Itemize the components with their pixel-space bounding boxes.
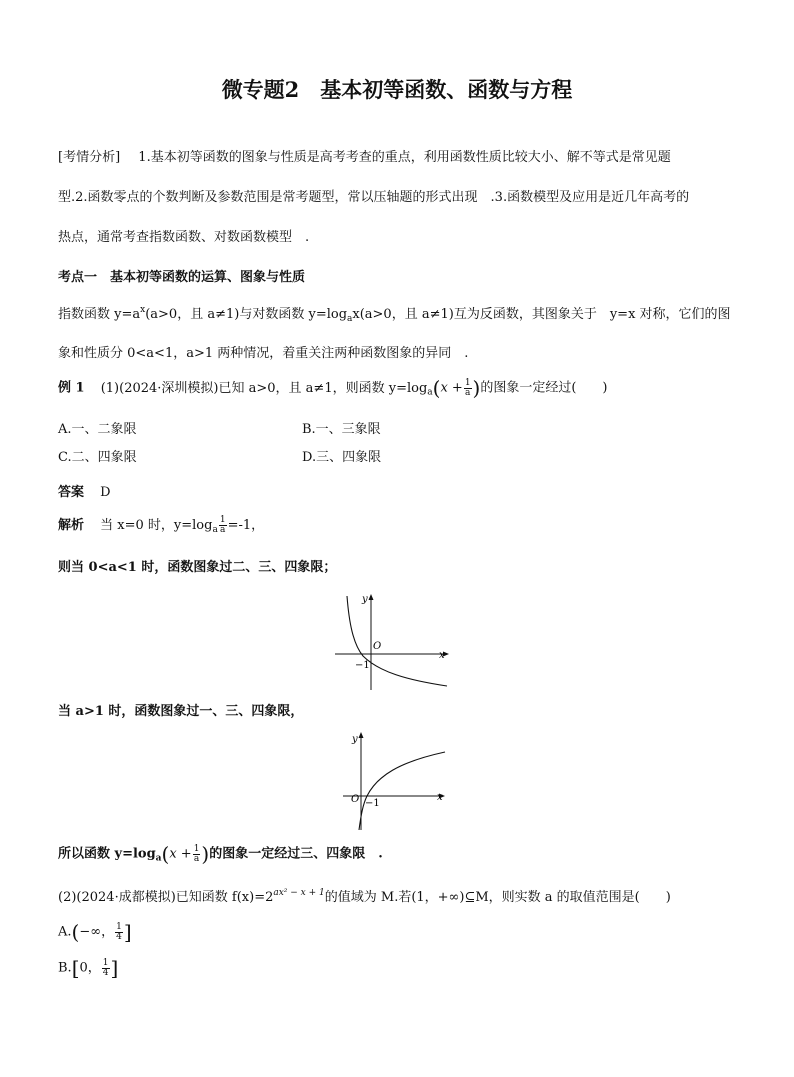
origin-label: O bbox=[373, 641, 382, 652]
conclusion-fraction bbox=[193, 845, 201, 864]
fraction-numerator: 1 bbox=[193, 843, 200, 854]
origin-label: O bbox=[351, 794, 360, 805]
example-stem-fraction bbox=[464, 379, 472, 398]
fraction-denominator: a bbox=[464, 387, 471, 398]
answer-label: 答案 bbox=[58, 485, 85, 500]
y-axis-label: y bbox=[352, 734, 358, 745]
analysis-line-3: 热点，通常考查指数函数、对数函数模型 . bbox=[58, 230, 310, 245]
y-axis-arrow bbox=[359, 732, 364, 738]
solution-label: 解析 bbox=[58, 518, 85, 533]
x-axis-label: x bbox=[439, 650, 445, 661]
neg-one-label: −1 bbox=[365, 798, 380, 809]
part-2-option-b: B.[0， $\frac{1}{4}$ ] bbox=[58, 956, 119, 980]
option-b-interval: 0， bbox=[79, 960, 101, 976]
intro-line-1 bbox=[58, 303, 731, 324]
option-a: A.一、二象限 bbox=[58, 422, 137, 437]
part-2-text-b: 的值域为 M.若(1，+∞)⊆M，则实数 a 的取值范围是( ) bbox=[324, 890, 671, 905]
example-label: 例 1 bbox=[58, 380, 85, 396]
section-heading: 考点一 基本初等函数的运算、图象与性质 bbox=[58, 270, 306, 285]
answer-value: D bbox=[100, 485, 111, 500]
intro-text-a: 指数函数 bbox=[58, 307, 115, 322]
example-1-stem: 例 1 (1)(2024·深圳模拟)已知 a>0，且 a≠1，则函数 $y=\log_a(x$ + $\frac{1}{a}$ )的图象一定经过( ) bbox=[58, 376, 608, 400]
case-1-text: 则当 0<a<1 时，函数图象过二、三、四象限； bbox=[58, 560, 337, 575]
analysis-line-1 bbox=[58, 146, 671, 165]
part-2-stem bbox=[58, 886, 671, 905]
fraction-denominator: 4 bbox=[102, 967, 109, 978]
fraction-denominator: a bbox=[220, 525, 226, 535]
x-axis-label: x bbox=[437, 792, 443, 803]
conclusion-text-a: 所以函数 y=log bbox=[58, 846, 156, 862]
option-b-label: B. bbox=[58, 960, 72, 976]
option-b: B.一、三象限 bbox=[302, 422, 381, 437]
option-d: D.三、四象限 bbox=[302, 450, 382, 465]
analysis-text-1: 1.基本初等函数的图象与性质是高考考查的重点，利用函数性质比较大小、解不等式是常见题 bbox=[138, 150, 671, 165]
conclusion-text-b: 的图象一定经过三、四象限 . bbox=[209, 846, 383, 862]
function-curve bbox=[359, 752, 445, 830]
conclusion-sub: a bbox=[155, 853, 162, 864]
graph-decreasing-log bbox=[335, 592, 455, 690]
intro-line-2: 象和性质分 0<a<1，a>1 两种情况，着重关注两种函数图象的异同 . bbox=[58, 346, 469, 361]
option-c: C.二、四象限 bbox=[58, 450, 137, 465]
case-2-text: 当 a>1 时，函数图象过一、三、四象限， bbox=[58, 704, 304, 719]
example-stem-b: 的图象一定经过( ) bbox=[480, 380, 608, 396]
fraction-denominator: 4 bbox=[116, 931, 122, 942]
intro-text-d: (a>0，且 a≠1)与对数函数 bbox=[145, 307, 309, 322]
intro-text-g: x(a>0，且 a≠1)互为反函数，其图象关于 y=x 对称，它们的图 bbox=[352, 307, 731, 322]
intro-sup: x bbox=[140, 305, 146, 315]
conclusion-line: 所以函数 $y=\log_a(x$ + $\frac{1}{a}$ )的图象一定经过三、四象限 . bbox=[58, 842, 383, 866]
y-axis-arrow bbox=[369, 594, 374, 600]
page-title: 微专题2 基本初等函数、函数与方程 bbox=[221, 77, 573, 102]
y-axis-label: y bbox=[362, 594, 368, 605]
solution-fraction bbox=[219, 516, 227, 535]
function-curve bbox=[347, 596, 447, 686]
solution-text-b: =-1， bbox=[227, 518, 265, 533]
intro-sub: a bbox=[347, 314, 353, 324]
solution-line bbox=[58, 514, 264, 535]
fraction-numerator: 1 bbox=[464, 377, 471, 388]
fraction-numerator: 1 bbox=[219, 515, 226, 525]
conclusion-inner: x + bbox=[169, 846, 192, 862]
fraction-numerator: 1 bbox=[102, 957, 109, 968]
solution-sub: a bbox=[212, 525, 218, 535]
intro-text-e: y=log bbox=[308, 307, 348, 322]
option-b-fraction bbox=[102, 959, 110, 978]
answer-line bbox=[58, 481, 111, 500]
example-stem-inner: x + bbox=[440, 380, 463, 396]
neg-one-label: −1 bbox=[355, 660, 370, 671]
example-stem-sub: a bbox=[427, 387, 433, 398]
analysis-label: [考情分析] bbox=[58, 150, 121, 165]
part-2-text-a: (2)(2024·成都模拟)已知函数 f(x)=2 bbox=[58, 890, 274, 905]
option-a-fraction bbox=[115, 923, 123, 942]
option-a-interval: −∞， bbox=[79, 924, 115, 940]
example-stem-a: (1)(2024·深圳模拟)已知 a>0，且 a≠1，则函数 y=log bbox=[100, 380, 428, 396]
fraction-denominator: a bbox=[193, 853, 200, 864]
intro-text-b: y=a bbox=[114, 307, 141, 322]
option-a-label: A. bbox=[58, 924, 72, 940]
part-2-option-a: A.(−∞， $\frac{1}{4}$ ] bbox=[58, 920, 132, 944]
part-2-exponent: ax² − x + 1 bbox=[273, 888, 325, 898]
solution-text-a: 当 x=0 时，y=log bbox=[100, 518, 213, 533]
analysis-line-2: 型.2.函数零点的个数判断及参数范围是常考题型，常以压轴题的形式出现 .3.函数模型及应用是近几年高考的 bbox=[58, 190, 690, 205]
fraction-numerator: 1 bbox=[116, 921, 122, 932]
graph-increasing-log bbox=[343, 730, 453, 830]
